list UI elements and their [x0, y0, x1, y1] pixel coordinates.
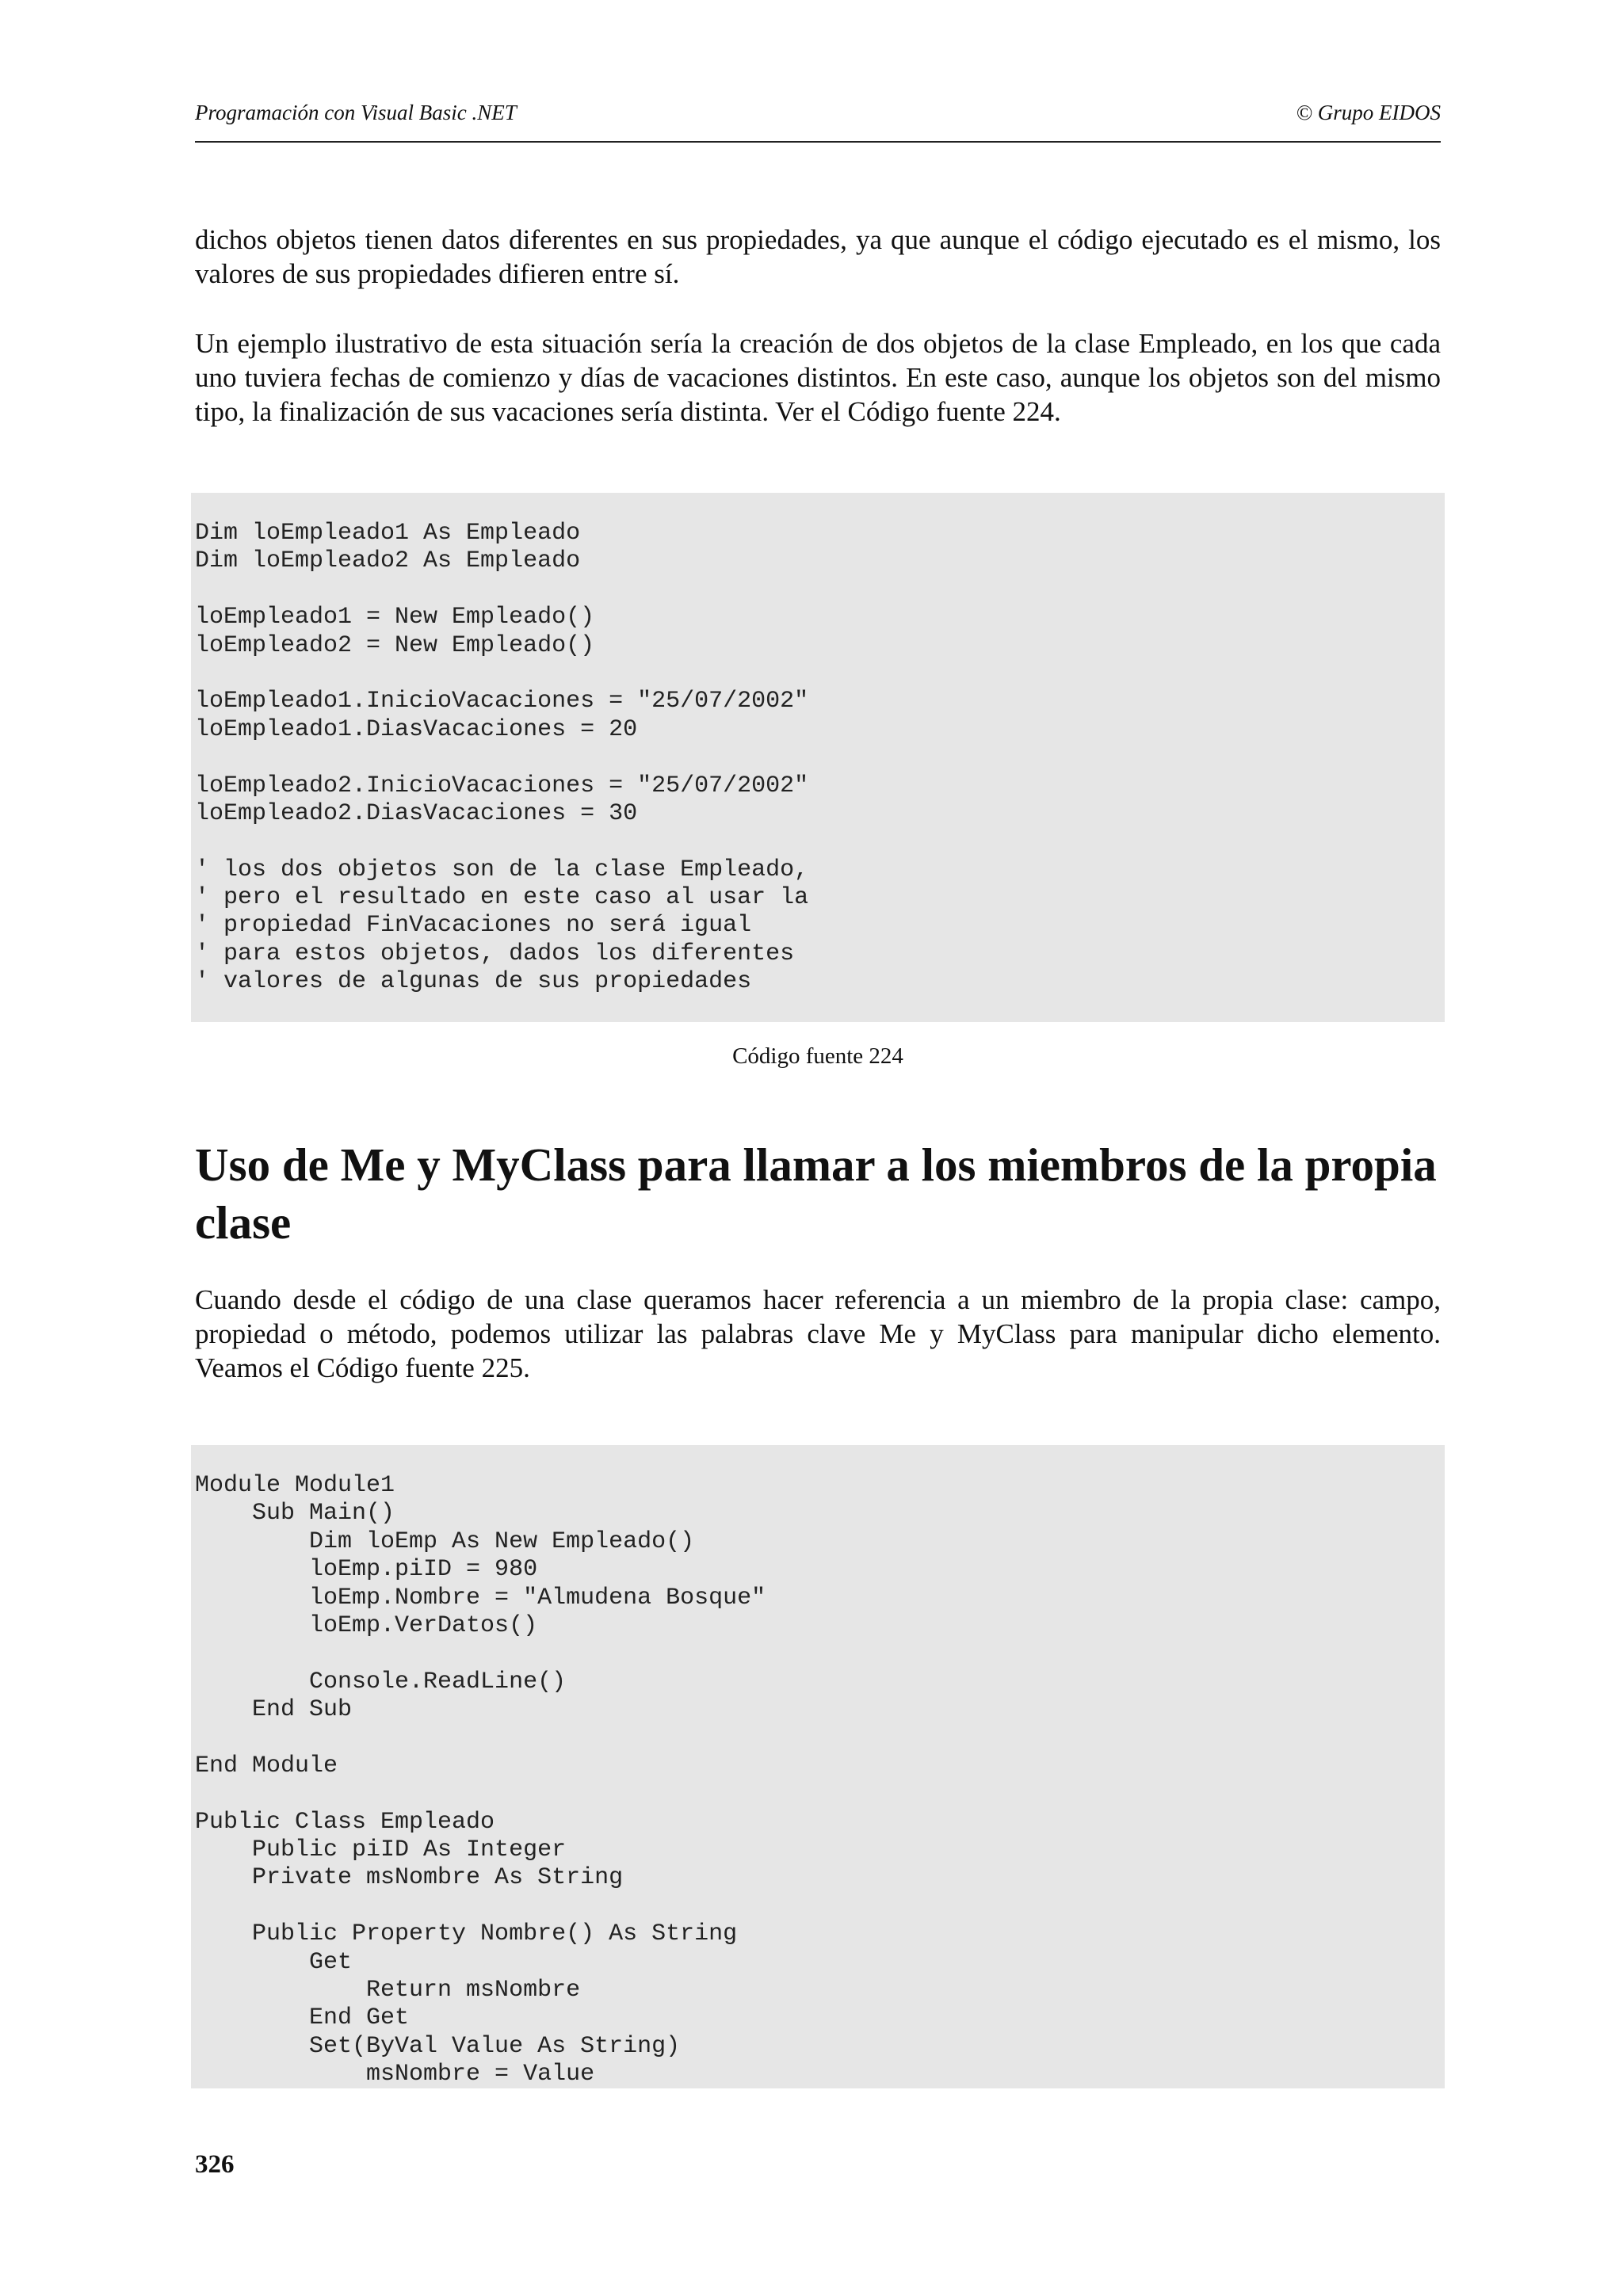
code-line — [195, 1780, 1445, 1808]
code-line: ' los dos objetos son de la clase Empleado, — [195, 856, 809, 883]
code-line — [195, 1640, 1445, 1668]
code-line: Console.ReadLine() — [195, 1668, 567, 1695]
code-line — [195, 828, 1445, 856]
code-line: Public Property Nombre() As String — [195, 1920, 738, 1948]
code-line: Dim loEmpleado2 As Empleado — [195, 547, 581, 575]
body-paragraph-3: Cuando desde el código de una clase queramos hacer referencia a un miembro de la propia clase: campo, propiedad o método, podemos utilizar las palabras clave Me y MyClass para manipular dicho elemento. Veamos el Código fuente 225. — [195, 1284, 1441, 1383]
header-publisher: © Grupo EIDOS — [1296, 101, 1441, 124]
code-line — [195, 744, 1445, 772]
page-header — [195, 93, 1441, 143]
code-line: loEmpleado2.DiasVacaciones = 30 — [195, 799, 638, 827]
code-line: Get — [195, 1948, 353, 1976]
code-line: ' valores de algunas de sus propiedades — [195, 968, 752, 996]
code-line: loEmpleado2.InicioVacaciones = "25/07/2002" — [195, 772, 809, 799]
code-line — [195, 660, 1445, 688]
code-line: Dim loEmp As New Empleado() — [195, 1527, 695, 1555]
section-heading: Uso de Me y MyClass para llamar a los miembros de la propia clase — [195, 1138, 1437, 1249]
code-line: Module Module1 — [195, 1472, 395, 1499]
code-line: Sub Main() — [195, 1500, 395, 1527]
code-line: loEmpleado2 = New Empleado() — [195, 631, 595, 659]
code-line — [195, 576, 1445, 604]
code-line: loEmpleado1.InicioVacaciones = "25/07/2002" — [195, 688, 809, 715]
code-line: Public piID As Integer — [195, 1836, 567, 1864]
code-line: Set(ByVal Value As String) — [195, 2032, 681, 2060]
code-line: ' pero el resultado en este caso al usar la — [195, 884, 809, 912]
code-line: End Module — [195, 1752, 338, 1779]
body-paragraph-2: Un ejemplo ilustrativo de esta situación sería la creación de dos objetos de la clase Empleado, en los que cada uno tuviera fechas de comienzo y días de vacaciones distintos. En este caso, aunque los objetos son del mismo tipo, la finalización de sus vacaciones sería distinta. Ver el Código fuente 224. — [195, 328, 1441, 427]
code-line: loEmp.piID = 980 — [195, 1556, 538, 1584]
code-line: loEmpleado1.DiasVacaciones = 20 — [195, 715, 638, 743]
code-line: End Sub — [195, 1696, 353, 1724]
body-paragraph-1: dichos objetos tienen datos diferentes en sus propiedades, ya que aunque el código ejecutado es el mismo, los valores de sus propiedades difieren entre sí. — [195, 224, 1441, 289]
code-line: Return msNombre — [195, 1977, 581, 2004]
code-line: msNombre = Value — [195, 2061, 595, 2088]
code-line: ' para estos objetos, dados los diferentes — [195, 940, 795, 967]
code-line: End Get — [195, 2004, 410, 2032]
code-line: ' propiedad FinVacaciones no será igual — [195, 912, 752, 940]
code-line: loEmpleado1 = New Empleado() — [195, 604, 595, 631]
code-line: Private msNombre As String — [195, 1864, 624, 1892]
code-listing-225 — [191, 1445, 1445, 2088]
header-book-title: Programación con Visual Basic .NET — [195, 101, 517, 124]
code-caption-224: Código fuente 224 — [732, 1043, 903, 1069]
code-line — [195, 1725, 1445, 1753]
code-line: loEmp.VerDatos() — [195, 1611, 538, 1639]
code-line: Dim loEmpleado1 As Empleado — [195, 520, 581, 547]
code-line: Public Class Empleado — [195, 1808, 495, 1836]
code-line: loEmp.Nombre = "Almudena Bosque" — [195, 1584, 766, 1611]
code-listing-224 — [191, 493, 1445, 1022]
page-number: 326 — [195, 2150, 235, 2179]
code-line — [195, 1893, 1445, 1920]
